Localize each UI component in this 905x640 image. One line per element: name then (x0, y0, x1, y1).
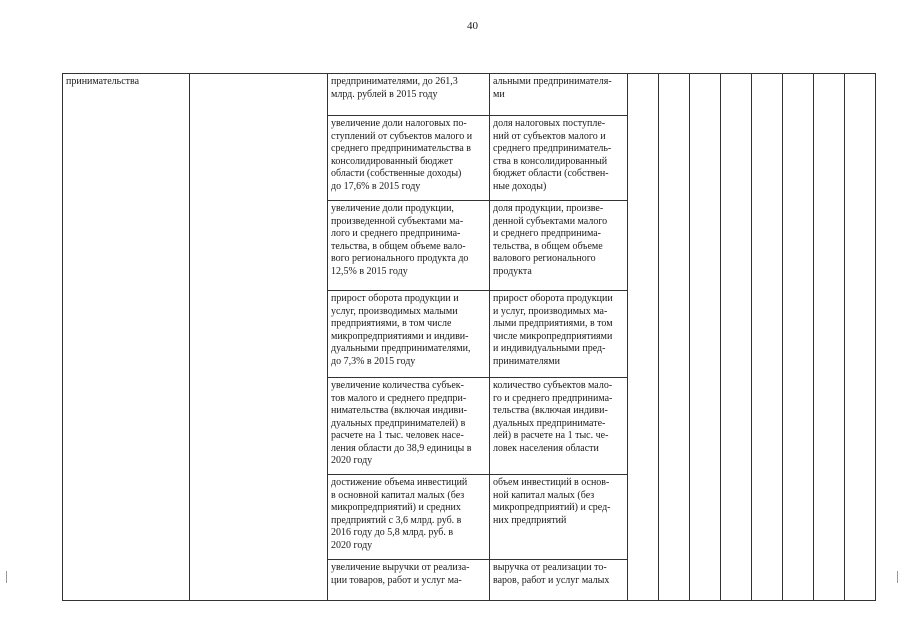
value-cell (752, 74, 783, 601)
goal-cell: достижение объема инвестиций в основной капитал малых (без микропредприятий) и средних предприятий с 3,6 млрд. руб. в 2016 году до 5,8 млрд. руб. в 2020 году (328, 475, 490, 560)
goal-cell: увеличение доли налоговых по- ступлений от субъектов малого и среднего предпринимательства в консолидированный бюджет области (собственные доходы) до 17,6% в 2015 году (328, 116, 490, 201)
goal-cell: увеличение количества субъек- тов малого и среднего предпри- нимательства (включая индиви- дуальных предпринимателей) в расчете на 1 тыс. человек насе- ления области до 38,9 единицы в 2020 году (328, 378, 490, 475)
goal-cell: прирост оборота продукции и услуг, производимых малыми предприятиями, в том числе микропредприятиями и индиви- дуальными предпринимателями, до 7,3% в 2015 году (328, 291, 490, 378)
goal-cell: предпринимателями, до 261,3 млрд. рублей в 2015 году (328, 74, 490, 116)
indicator-cell: альными предпринимателя- ми (490, 74, 628, 116)
indicator-cell: выручка от реализации то- варов, работ и услуг малых (490, 560, 628, 601)
program-table (62, 73, 876, 601)
goal-cell: увеличение выручки от реализа- ции товаров, работ и услуг ма- (328, 560, 490, 601)
value-cell (659, 74, 690, 601)
indicator-cell: доля налоговых поступле- ний от субъектов малого и среднего предприниматель- ства в консолидированный бюджет области (собствен- ные доходы) (490, 116, 628, 201)
scan-edge-mark (6, 571, 7, 583)
table-row (63, 74, 876, 116)
empty-cell (190, 74, 328, 601)
value-cell (783, 74, 814, 601)
indicator-cell: объем инвестиций в основ- ной капитал малых (без микропредприятий) и сред- них предприятий (490, 475, 628, 560)
page-number: 40 (467, 20, 478, 32)
value-cell (845, 74, 876, 601)
goal-cell: увеличение доли продукции, произведенной субъектами ма- лого и среднего предпринима- тельства, в общем объеме вало- вого регионального продукта до 12,5% в 2015 году (328, 201, 490, 291)
value-cell (690, 74, 721, 601)
value-cell (814, 74, 845, 601)
value-cell (628, 74, 659, 601)
section-label-cell: принимательства (63, 74, 190, 601)
scan-edge-mark (897, 571, 898, 583)
indicator-cell: доля продукции, произве- денной субъектами малого и среднего предпринима- тельства, в общем объеме валового регионального продукта (490, 201, 628, 291)
indicator-cell: прирост оборота продукции и услуг, производимых ма- лыми предприятиями, в том числе микропредприятиями и индивидуальными пред- принимателями (490, 291, 628, 378)
indicator-cell: количество субъектов мало- го и среднего предпринима- тельства (включая индиви- дуальных предпринимате- лей) в расчете на 1 тыс. че- ловек населения области (490, 378, 628, 475)
value-cell (721, 74, 752, 601)
